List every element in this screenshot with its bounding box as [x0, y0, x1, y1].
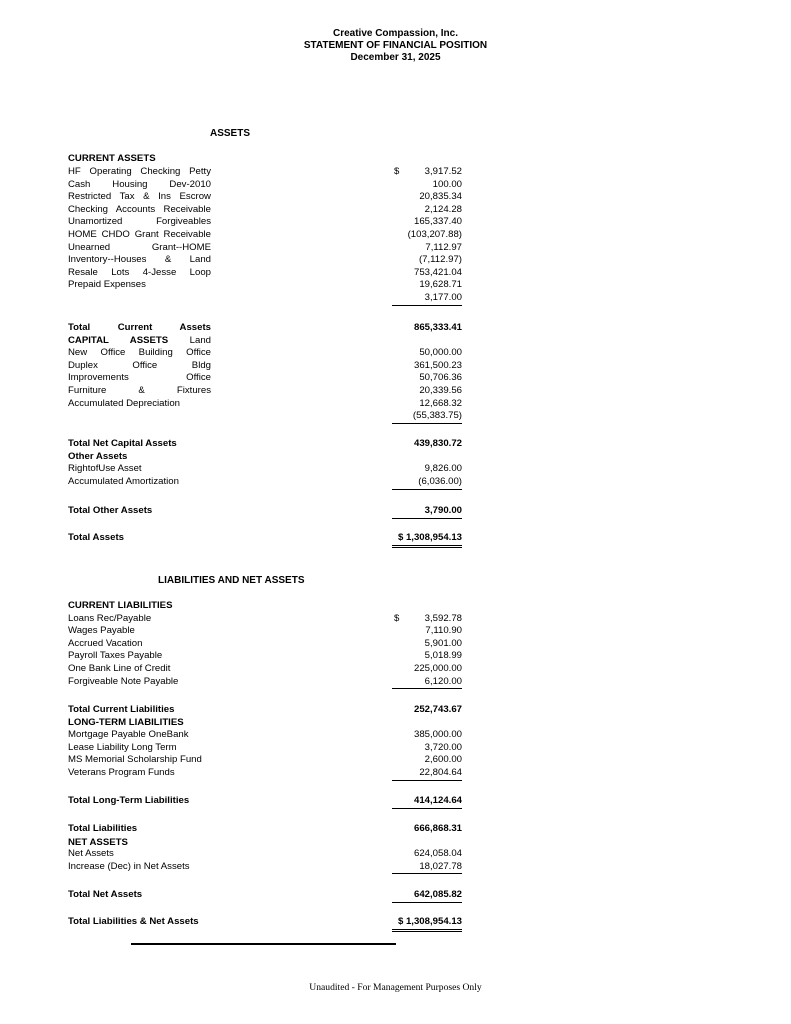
line-item: Payroll Taxes Payable 5,018.99 — [68, 650, 462, 662]
subtotal-rule — [392, 489, 462, 490]
line-item: HF Operating Checking Petty $ 3,917.52 — [68, 166, 462, 177]
total-liabilities: Total Liabilities 666,868.31 — [68, 823, 462, 834]
line-item: Accumulated Depreciation 12,668.32 — [68, 397, 462, 409]
subtotal-rule — [392, 305, 462, 306]
line-item: Loans Rec/Payable $ 3,592.78 — [68, 612, 462, 624]
subtotal-rule — [392, 688, 462, 689]
line-item: Resale Lots 4-Jesse Loop 753,421.04 — [68, 266, 462, 278]
subtotal-rule — [392, 780, 462, 781]
line-item: Improvements Office 50,706.36 — [68, 372, 462, 384]
line-item: Accumulated Amortization (6,036.00) — [68, 475, 462, 487]
line-item: Duplex Office Bldg 361,500.23 — [68, 359, 462, 371]
line-item: Accrued Vacation 5,901.00 — [68, 637, 462, 649]
subtotal-rule — [392, 423, 462, 424]
signature-rule — [131, 943, 396, 945]
current-assets-heading: CURRENT ASSETS — [68, 153, 156, 164]
total-assets: Total Assets $ 1,308,954.13 — [68, 532, 462, 543]
company-name: Creative Compassion, Inc. — [332, 28, 459, 39]
line-item: (55,383.75) — [412, 410, 462, 422]
subtotal-rule — [392, 873, 462, 874]
double-total-rule — [392, 929, 462, 932]
total-liabilities-and-net-assets: Total Liabilities & Net Assets $ 1,308,954.13 — [68, 916, 462, 927]
line-item: Increase (Dec) in Net Assets 18,027.78 — [68, 860, 462, 872]
line-item: Lease Liability Long Term 3,720.00 — [68, 741, 462, 753]
double-total-rule — [392, 545, 462, 548]
capital-assets-heading: CAPITAL ASSETS Land — [68, 334, 211, 346]
line-item: Cash Housing Dev-2010 100.00 — [68, 178, 462, 190]
total-other-assets: Total Other Assets 3,790.00 — [68, 505, 462, 516]
net-assets-heading: NET ASSETS — [68, 837, 128, 848]
total-net-capital-assets: Total Net Capital Assets 439,830.72 — [68, 438, 462, 449]
other-assets-heading: Other Assets — [68, 450, 128, 462]
line-item: HOME CHDO Grant Receivable (103,207.88) — [68, 229, 462, 240]
statement-date: December 31, 2025 — [350, 52, 441, 63]
total-rule — [392, 518, 462, 519]
total-net-assets: Total Net Assets 642,085.82 — [68, 889, 462, 900]
total-current-assets: Total Current Assets 865,333.41 — [68, 322, 462, 333]
total-rule — [392, 902, 462, 903]
total-long-term-liabilities: Total Long-Term Liabilities 414,124.64 — [68, 795, 462, 806]
total-rule — [392, 808, 462, 809]
line-item: New Office Building Office 50,000.00 — [68, 347, 462, 359]
statement-title: STATEMENT OF FINANCIAL POSITION — [303, 40, 488, 51]
line-item: Restricted Tax & Ins Escrow 20,835.34 — [68, 191, 462, 203]
line-item: Unearned Grant--HOME 7,112.97 — [68, 241, 462, 253]
long-term-liabilities-heading: LONG-TERM LIABILITIES — [68, 716, 184, 728]
total-current-liabilities: Total Current Liabilities 252,743.67 — [68, 704, 462, 715]
line-item: Forgiveable Note Payable 6,120.00 — [68, 675, 462, 687]
line-item: Unamortized Forgiveables 165,337.40 — [68, 216, 462, 228]
line-item: Prepaid Expenses 19,628.71 — [68, 279, 462, 291]
line-item: Checking Accounts Receivable 2,124.28 — [68, 203, 462, 215]
line-item: MS Memorial Scholarship Fund 2,600.00 — [68, 754, 462, 766]
line-item: RightofUse Asset 9,826.00 — [68, 463, 462, 475]
line-item: One Bank Line of Credit 225,000.00 — [68, 663, 462, 674]
liabilities-heading: LIABILITIES AND NET ASSETS — [158, 575, 305, 586]
footer-note: Unaudited - For Management Purposes Only — [309, 982, 482, 993]
line-item: 3,177.00 — [424, 292, 462, 303]
line-item: Mortgage Payable OneBank 385,000.00 — [68, 729, 462, 741]
assets-heading: ASSETS — [210, 128, 251, 139]
line-item: Veterans Program Funds 22,804.64 — [68, 767, 462, 778]
line-item: Inventory--Houses & Land (7,112.97) — [68, 254, 462, 266]
line-item: Net Assets 624,058.04 — [68, 848, 462, 859]
line-item: Wages Payable 7,110.90 — [68, 625, 462, 637]
line-item: Furniture & Fixtures 20,339.56 — [68, 385, 462, 396]
current-liabilities-heading: CURRENT LIABILITIES — [68, 600, 173, 611]
